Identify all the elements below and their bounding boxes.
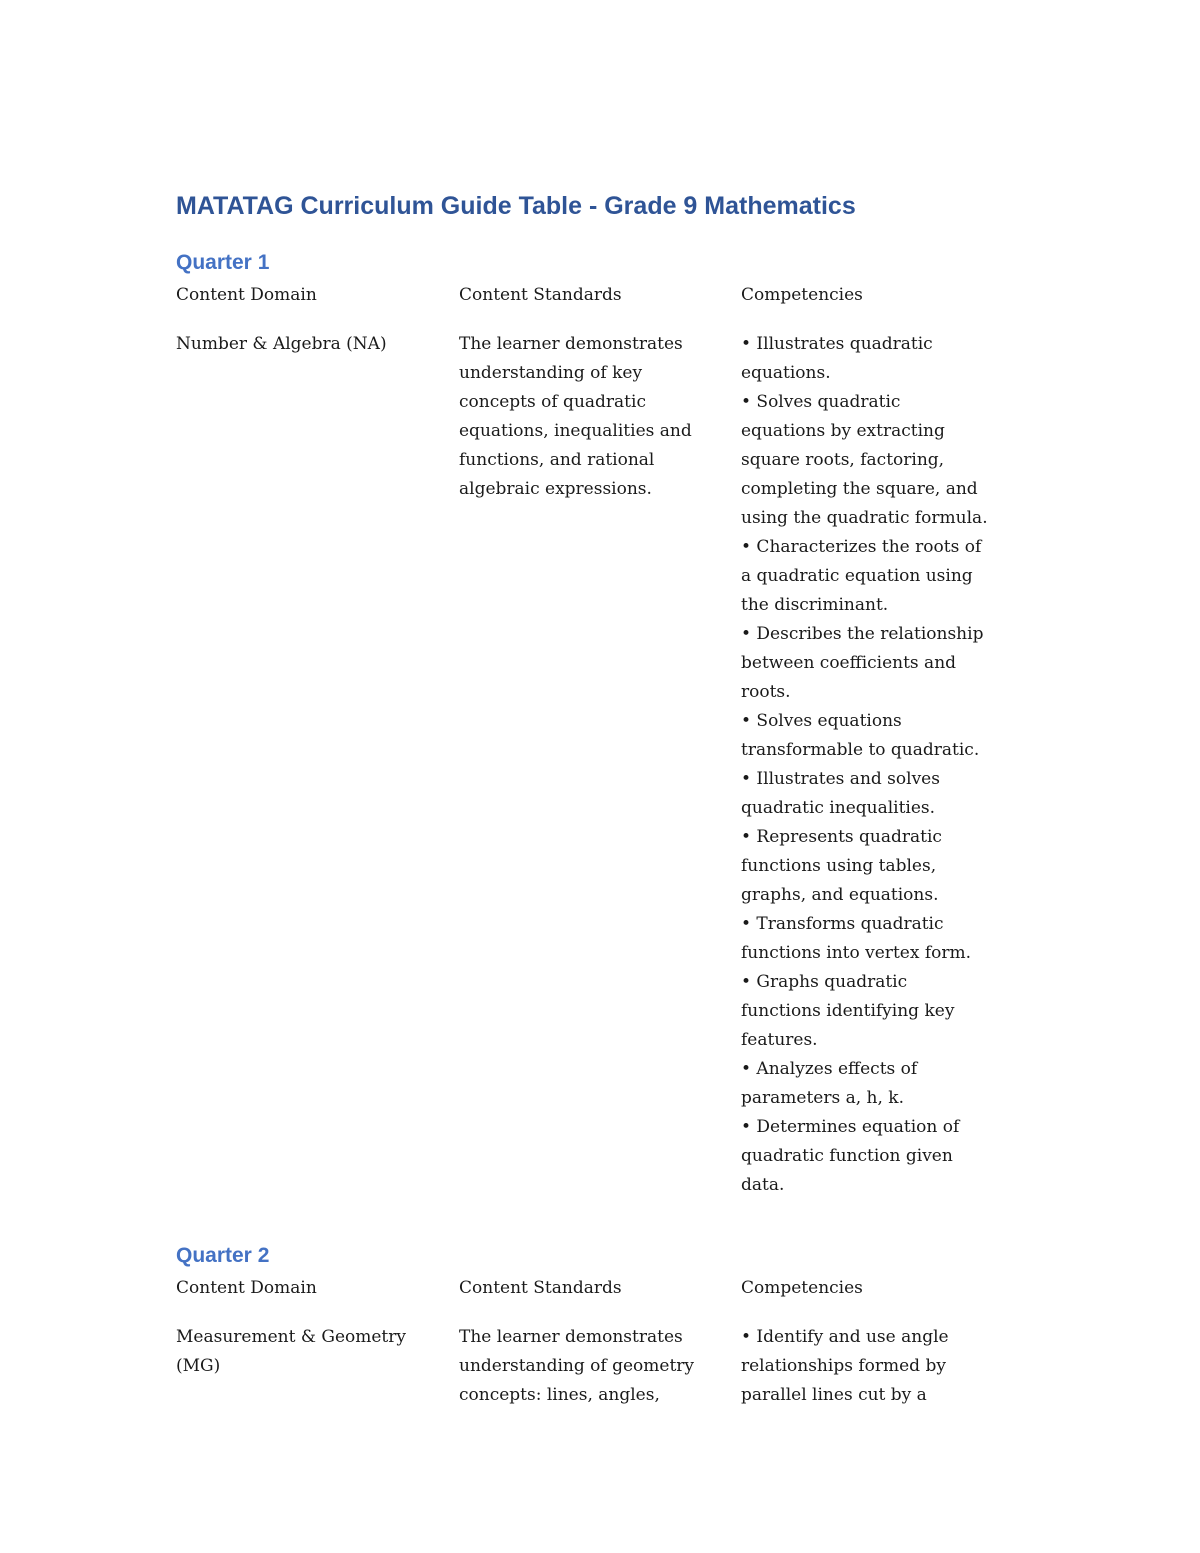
standards-line: The learner demonstrates [459,1327,683,1347]
competency-line: • Illustrates and solves [741,769,940,789]
content-standards-cell [459,1323,741,1410]
competency-line: functions identifying key [741,1001,955,1021]
competency-line: • Solves equations [741,711,902,731]
standards-line: The learner demonstrates [459,334,683,354]
standards-line: functions, and rational [459,450,655,470]
competency-line: functions into vertex form. [741,943,971,963]
competency-line: • Represents quadratic [741,827,942,847]
competency-line: quadratic inequalities. [741,798,936,818]
header-competencies: Competencies [741,1278,863,1298]
competency-line: a quadratic equation using [741,566,973,586]
domain-line: Number & Algebra (NA) [176,334,387,354]
header-content-standards: Content Standards [459,1278,622,1298]
standards-line: concepts of quadratic [459,392,646,412]
document-title: MATATAG Curriculum Guide Table - Grade 9 Mathematics [176,192,856,220]
competency-line: square roots, factoring, [741,450,945,470]
competency-line: parallel lines cut by a [741,1385,927,1405]
competency-line: • Graphs quadratic [741,972,908,992]
competency-line: the discriminant. [741,595,889,615]
standards-line: understanding of key [459,363,643,383]
competency-line: • Determines equation of [741,1117,960,1137]
competency-line: • Characterizes the roots of [741,537,982,557]
quarter-1-heading: Quarter 1 [176,251,270,274]
content-standards-cell [459,330,741,1200]
quarter-2-header-row [176,1274,1026,1303]
competency-line: roots. [741,682,791,702]
competency-line: • Analyzes effects of [741,1059,918,1079]
standards-line: equations, inequalities and [459,421,692,441]
quarter-2-heading: Quarter 2 [176,1244,270,1267]
header-competencies: Competencies [741,285,863,305]
competency-line: • Describes the relationship [741,624,984,644]
competency-line: • Solves quadratic [741,392,901,412]
header-content-standards: Content Standards [459,285,622,305]
competency-line: • Illustrates quadratic [741,334,933,354]
header-content-domain: Content Domain [176,1278,317,1298]
domain-line: (MG) [176,1356,221,1376]
quarter-2-data-row [176,1323,1026,1410]
content-domain-cell [176,330,459,1200]
domain-line: Measurement & Geometry [176,1327,406,1347]
content-domain-cell [176,1323,459,1410]
competency-line: equations by extracting [741,421,945,441]
competencies-cell [741,1323,1026,1410]
competency-line: transformable to quadratic. [741,740,980,760]
competency-line: parameters a, h, k. [741,1088,905,1108]
competencies-cell [741,330,1026,1200]
competency-line: graphs, and equations. [741,885,939,905]
competency-line: relationships formed by [741,1356,946,1376]
competency-line: • Identify and use angle [741,1327,949,1347]
quarter-1-data-row [176,330,1026,1200]
competency-line: between coefficients and [741,653,957,673]
quarter-2-section [176,1240,1026,1410]
quarter-1-header-row [176,281,1026,310]
header-content-domain: Content Domain [176,285,317,305]
quarter-1-section [176,247,1026,1200]
standards-line: algebraic expressions. [459,479,652,499]
competency-line: quadratic function given [741,1146,953,1166]
competency-line: functions using tables, [741,856,937,876]
competency-line: data. [741,1175,785,1195]
competency-line: using the quadratic formula. [741,508,988,528]
competency-line: • Transforms quadratic [741,914,944,934]
competency-line: equations. [741,363,831,383]
standards-line: understanding of geometry [459,1356,695,1376]
competency-line: features. [741,1030,818,1050]
standards-line: concepts: lines, angles, [459,1385,660,1405]
competency-line: completing the square, and [741,479,978,499]
